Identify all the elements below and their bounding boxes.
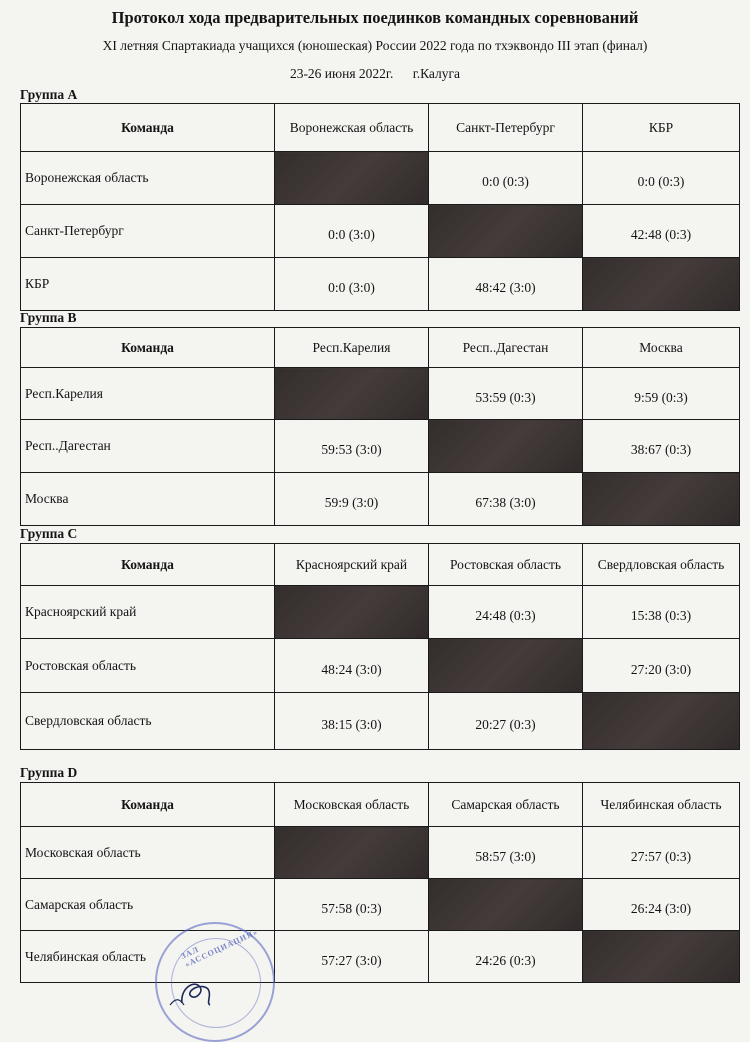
row-team-name: Красноярский край xyxy=(21,586,275,639)
event-city: г.Калуга xyxy=(412,66,461,81)
event-dates-location xyxy=(0,66,750,82)
diagonal-cell xyxy=(583,693,740,750)
row-team-name: Челябинская область xyxy=(21,931,275,983)
diagonal-cell xyxy=(583,258,740,311)
row-team-name: КБР xyxy=(21,258,275,311)
row-team-name: Респ..Дагестан xyxy=(21,420,275,473)
table-header-row xyxy=(21,104,740,152)
score-cell: 38:15 (3:0) xyxy=(275,693,429,750)
column-header-team: Команда xyxy=(21,328,275,368)
score-cell: 24:26 (0:3) xyxy=(429,931,583,983)
score-cell: 42:48 (0:3) xyxy=(583,205,740,258)
column-header-team-1: Респ.Карелия xyxy=(275,328,429,368)
table-row xyxy=(21,693,740,750)
row-team-name: Воронежская область xyxy=(21,152,275,205)
table-row xyxy=(21,586,740,639)
row-team-name: Санкт-Петербург xyxy=(21,205,275,258)
column-header-team: Команда xyxy=(21,783,275,827)
group-a-table xyxy=(20,103,740,311)
score-cell: 20:27 (0:3) xyxy=(429,693,583,750)
column-header-team-1: Красноярский край xyxy=(275,544,429,586)
score-cell: 57:27 (3:0) xyxy=(275,931,429,983)
score-cell: 58:57 (3:0) xyxy=(429,827,583,879)
group-d-table xyxy=(20,782,740,983)
event-subtitle: XI летняя Спартакиада учащихся (юношеская) России 2022 года по тхэквондо III этап (финал) xyxy=(102,38,648,53)
signature xyxy=(150,975,250,1006)
row-team-name: Москва xyxy=(21,473,275,526)
group-d-label: Группа D xyxy=(20,765,78,780)
column-header-team: Команда xyxy=(21,544,275,586)
diagonal-cell xyxy=(429,205,583,258)
table-row xyxy=(21,879,740,931)
table-row xyxy=(21,473,740,526)
table-header-row xyxy=(21,544,740,586)
diagonal-cell xyxy=(275,586,429,639)
column-header-team-2: Самарская область xyxy=(429,783,583,827)
table-row xyxy=(21,639,740,693)
score-cell: 9:59 (0:3) xyxy=(583,368,740,420)
score-cell: 48:42 (3:0) xyxy=(429,258,583,311)
column-header-team-2: Ростовская область xyxy=(429,544,583,586)
diagonal-cell xyxy=(275,152,429,205)
score-cell: 24:48 (0:3) xyxy=(429,586,583,639)
score-cell: 38:67 (0:3) xyxy=(583,420,740,473)
score-cell: 59:53 (3:0) xyxy=(275,420,429,473)
group-c-label: Группа C xyxy=(20,526,78,541)
table-row xyxy=(21,931,740,983)
score-cell: 15:38 (0:3) xyxy=(583,586,740,639)
score-cell: 0:0 (0:3) xyxy=(429,152,583,205)
row-team-name: Московская область xyxy=(21,827,275,879)
score-cell: 0:0 (0:3) xyxy=(583,152,740,205)
row-team-name: Ростовская область xyxy=(21,639,275,693)
stamp-text: ЗАЛ «АССОЦИАЦИЯ» xyxy=(179,927,260,970)
table-row xyxy=(21,258,740,311)
score-cell: 48:24 (3:0) xyxy=(275,639,429,693)
group-b-table xyxy=(20,327,740,526)
score-cell: 27:20 (3:0) xyxy=(583,639,740,693)
diagonal-cell xyxy=(429,420,583,473)
column-header-team-3: Свердловская область xyxy=(583,544,740,586)
score-cell: 57:58 (0:3) xyxy=(275,879,429,931)
group-c-table xyxy=(20,543,740,750)
table-row xyxy=(21,152,740,205)
score-cell: 67:38 (3:0) xyxy=(429,473,583,526)
row-team-name: Свердловская область xyxy=(21,693,275,750)
column-header-team: Команда xyxy=(21,104,275,152)
diagonal-cell xyxy=(583,473,740,526)
score-cell: 53:59 (0:3) xyxy=(429,368,583,420)
row-team-name: Респ.Карелия xyxy=(21,368,275,420)
column-header-team-3: КБР xyxy=(583,104,740,152)
table-header-row xyxy=(21,328,740,368)
row-team-name: Самарская область xyxy=(21,879,275,931)
diagonal-cell xyxy=(583,931,740,983)
diagonal-cell xyxy=(429,879,583,931)
table-row xyxy=(21,420,740,473)
diagonal-cell xyxy=(429,639,583,693)
score-cell: 0:0 (3:0) xyxy=(275,258,429,311)
column-header-team-2: Санкт-Петербург xyxy=(429,104,583,152)
score-cell: 59:9 (3:0) xyxy=(275,473,429,526)
score-cell: 26:24 (3:0) xyxy=(583,879,740,931)
group-b-label: Группа B xyxy=(20,310,77,325)
group-a-label: Группа A xyxy=(20,87,78,102)
event-dates: 23-26 июня 2022г. xyxy=(289,66,394,81)
table-row xyxy=(21,205,740,258)
table-row xyxy=(21,827,740,879)
column-header-team-2: Респ..Дагестан xyxy=(429,328,583,368)
page-title: Протокол хода предварительных поединков командных соревнований xyxy=(111,8,639,27)
table-header-row xyxy=(21,783,740,827)
column-header-team-3: Челябинская область xyxy=(583,783,740,827)
diagonal-cell xyxy=(275,368,429,420)
table-row xyxy=(21,368,740,420)
column-header-team-1: Воронежская область xyxy=(275,104,429,152)
column-header-team-1: Московская область xyxy=(275,783,429,827)
score-cell: 27:57 (0:3) xyxy=(583,827,740,879)
column-header-team-3: Москва xyxy=(583,328,740,368)
score-cell: 0:0 (3:0) xyxy=(275,205,429,258)
diagonal-cell xyxy=(275,827,429,879)
